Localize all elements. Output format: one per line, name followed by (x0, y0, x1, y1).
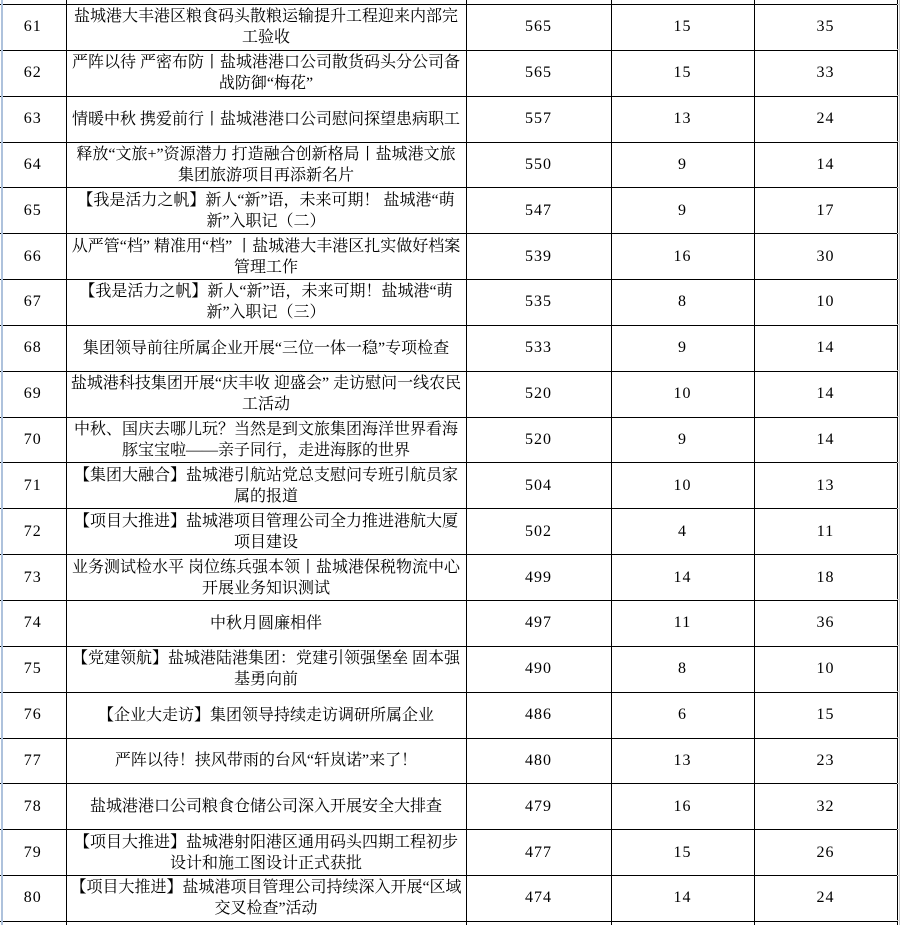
value-cell-3[interactable]: 10 (754, 280, 897, 326)
value-cell-2[interactable]: 13 (611, 96, 754, 142)
value-cell-1[interactable]: 477 (466, 830, 611, 876)
row-number-cell[interactable]: 75 (0, 646, 66, 692)
value-cell-2[interactable]: 14 (611, 555, 754, 601)
title-cell[interactable]: 【我是活力之帆】新人“新”语，未来可期！ 盐城港“萌新”入职记（二） (66, 188, 466, 234)
value-cell-2[interactable]: 10 (611, 463, 754, 509)
value-cell-3[interactable]: 33 (754, 50, 897, 96)
table-row (0, 738, 897, 784)
value-cell-1[interactable]: 520 (466, 417, 611, 463)
table-row (0, 646, 897, 692)
row-number-cell (0, 921, 66, 925)
row-number-cell[interactable]: 64 (0, 142, 66, 188)
table-row (0, 876, 897, 922)
title-cell[interactable]: 中秋月圆廉相伴 (66, 600, 466, 646)
table-row (0, 142, 897, 188)
value-cell-3[interactable]: 35 (754, 5, 897, 51)
value-cell-3[interactable]: 14 (754, 417, 897, 463)
value-cell-3[interactable]: 18 (754, 555, 897, 601)
value-cell-1[interactable]: 490 (466, 646, 611, 692)
partial-row (0, 921, 897, 925)
value-cell-3 (754, 921, 897, 925)
value-cell-3[interactable]: 32 (754, 784, 897, 830)
row-number-cell[interactable]: 69 (0, 371, 66, 417)
title-cell[interactable]: 从严管“档” 精准用“档” 丨盐城港大丰港区扎实做好档案管理工作 (66, 234, 466, 280)
row-number-cell[interactable]: 65 (0, 188, 66, 234)
table-row (0, 784, 897, 830)
table-row (0, 417, 897, 463)
value-cell-2[interactable]: 16 (611, 234, 754, 280)
value-cell-1[interactable]: 533 (466, 325, 611, 371)
value-cell-1[interactable]: 550 (466, 142, 611, 188)
value-cell-2[interactable]: 9 (611, 417, 754, 463)
value-cell-2[interactable]: 10 (611, 371, 754, 417)
title-cell[interactable]: 【党建领航】盐城港陆港集团：党建引领强堡垒 固本强基勇向前 (66, 646, 466, 692)
table-row (0, 50, 897, 96)
value-cell-1[interactable]: 547 (466, 188, 611, 234)
table-row (0, 692, 897, 738)
value-cell-3[interactable]: 26 (754, 830, 897, 876)
value-cell-1[interactable]: 497 (466, 600, 611, 646)
value-cell-1[interactable]: 565 (466, 5, 611, 51)
value-cell-1 (466, 921, 611, 925)
table-row (0, 463, 897, 509)
value-cell-1[interactable]: 479 (466, 784, 611, 830)
title-cell[interactable]: 盐城港科技集团开展“庆丰收 迎盛会” 走访慰问一线农民工活动 (66, 371, 466, 417)
table-row (0, 371, 897, 417)
table-row (0, 96, 897, 142)
row-number-cell[interactable]: 63 (0, 96, 66, 142)
value-cell-2[interactable]: 14 (611, 876, 754, 922)
row-number-cell[interactable]: 70 (0, 417, 66, 463)
title-cell[interactable]: 释放“文旅+”资源潜力 打造融合创新格局丨盐城港文旅集团旅游项目再添新名片 (66, 142, 466, 188)
table-row (0, 555, 897, 601)
row-number-cell[interactable]: 77 (0, 738, 66, 784)
value-cell-3[interactable]: 24 (754, 876, 897, 922)
value-cell-2[interactable]: 9 (611, 142, 754, 188)
value-cell-2[interactable]: 8 (611, 646, 754, 692)
value-cell-1[interactable]: 502 (466, 509, 611, 555)
row-number-cell[interactable]: 80 (0, 876, 66, 922)
table-row (0, 5, 897, 51)
row-number-cell[interactable]: 78 (0, 784, 66, 830)
title-cell[interactable]: 严阵以待！挟风带雨的台风“轩岚诺”来了！ (66, 738, 466, 784)
value-cell-2[interactable]: 15 (611, 830, 754, 876)
title-cell[interactable]: 盐城港港口公司粮食仓储公司深入开展安全大排查 (66, 784, 466, 830)
title-cell[interactable]: 【项目大推进】盐城港项目管理公司全力推进港航大厦项目建设 (66, 509, 466, 555)
value-cell-3[interactable]: 30 (754, 234, 897, 280)
value-cell-2[interactable]: 15 (611, 50, 754, 96)
value-cell-1[interactable]: 535 (466, 280, 611, 326)
value-cell-2[interactable]: 8 (611, 280, 754, 326)
table-row (0, 280, 897, 326)
row-number-cell[interactable]: 76 (0, 692, 66, 738)
value-cell-2[interactable]: 9 (611, 188, 754, 234)
row-number-cell[interactable]: 68 (0, 325, 66, 371)
row-number-cell[interactable]: 61 (0, 5, 66, 51)
title-cell[interactable]: 【项目大推进】盐城港项目管理公司持续深入开展“区域交叉检查”活动 (66, 876, 466, 922)
value-cell-2[interactable]: 13 (611, 738, 754, 784)
value-cell-1[interactable]: 565 (466, 50, 611, 96)
value-cell-1[interactable]: 480 (466, 738, 611, 784)
table-row (0, 234, 897, 280)
row-number-cell[interactable]: 74 (0, 600, 66, 646)
title-cell[interactable]: 业务测试检水平 岗位练兵强本领丨盐城港保税物流中心开展业务知识测试 (66, 555, 466, 601)
title-cell[interactable]: 严阵以待 严密布防丨盐城港港口公司散货码头分公司备战防御“梅花” (66, 50, 466, 96)
title-cell[interactable]: 情暖中秋 携爱前行丨盐城港港口公司慰问探望患病职工 (66, 96, 466, 142)
row-number-cell[interactable]: 67 (0, 280, 66, 326)
value-cell-2[interactable]: 16 (611, 784, 754, 830)
row-number-cell[interactable]: 73 (0, 555, 66, 601)
row-number-cell[interactable]: 66 (0, 234, 66, 280)
value-cell-1[interactable]: 557 (466, 96, 611, 142)
row-number-cell[interactable]: 71 (0, 463, 66, 509)
row-number-cell[interactable]: 72 (0, 509, 66, 555)
left-gridline (1, 0, 3, 925)
row-number-cell[interactable]: 62 (0, 50, 66, 96)
title-cell[interactable]: 【集团大融合】盐城港引航站党总支慰问专班引航员家属的报道 (66, 463, 466, 509)
table-row (0, 188, 897, 234)
value-cell-3[interactable]: 10 (754, 646, 897, 692)
value-cell-1[interactable]: 486 (466, 692, 611, 738)
value-cell-3[interactable]: 14 (754, 371, 897, 417)
value-cell-3[interactable]: 23 (754, 738, 897, 784)
title-cell[interactable]: 【我是活力之帆】新人“新”语，未来可期！盐城港“萌新”入职记（三） (66, 280, 466, 326)
value-cell-1[interactable]: 520 (466, 371, 611, 417)
value-cell-2[interactable]: 6 (611, 692, 754, 738)
value-cell-1[interactable]: 474 (466, 876, 611, 922)
table-row (0, 600, 897, 646)
table-row (0, 830, 897, 876)
value-cell-2[interactable]: 15 (611, 5, 754, 51)
value-cell-2[interactable]: 11 (611, 600, 754, 646)
title-cell[interactable]: 【企业大走访】集团领导持续走访调研所属企业 (66, 692, 466, 738)
table-row (0, 325, 897, 371)
value-cell-1[interactable]: 539 (466, 234, 611, 280)
value-cell-2[interactable]: 9 (611, 325, 754, 371)
table-row (0, 509, 897, 555)
value-cell-3[interactable]: 13 (754, 463, 897, 509)
value-cell-1[interactable]: 499 (466, 555, 611, 601)
value-cell-2[interactable]: 4 (611, 509, 754, 555)
value-cell-3[interactable]: 24 (754, 96, 897, 142)
title-cell[interactable]: 集团领导前往所属企业开展“三位一体一稳”专项检查 (66, 325, 466, 371)
title-cell[interactable]: 盐城港大丰港区粮食码头散粮运输提升工程迎来内部完工验收 (66, 5, 466, 51)
value-cell-1[interactable]: 504 (466, 463, 611, 509)
value-cell-3[interactable]: 15 (754, 692, 897, 738)
row-number-cell[interactable]: 79 (0, 830, 66, 876)
value-cell-2 (611, 921, 754, 925)
value-cell-3[interactable]: 17 (754, 188, 897, 234)
title-cell[interactable]: 中秋、国庆去哪儿玩？当然是到文旅集团海洋世界看海豚宝宝啦——亲子同行，走进海豚的世界 (66, 417, 466, 463)
value-cell-3[interactable]: 14 (754, 142, 897, 188)
value-cell-3[interactable]: 11 (754, 509, 897, 555)
value-cell-3[interactable]: 14 (754, 325, 897, 371)
title-cell (66, 921, 466, 925)
title-cell[interactable]: 【项目大推进】盐城港射阳港区通用码头四期工程初步设计和施工图设计正式获批 (66, 830, 466, 876)
value-cell-3[interactable]: 36 (754, 600, 897, 646)
